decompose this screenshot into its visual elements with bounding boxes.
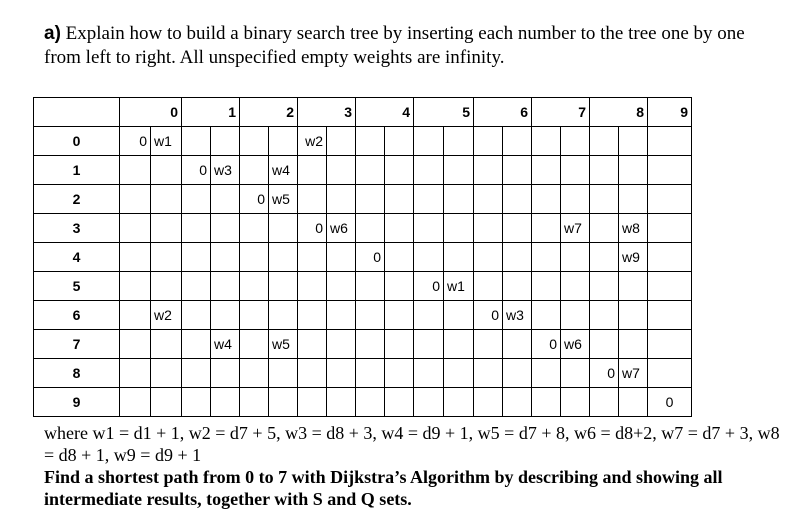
matrix-cell: 0 — [120, 127, 151, 156]
matrix-cell — [590, 243, 619, 272]
matrix-cell — [503, 388, 532, 417]
matrix-cell — [385, 185, 414, 214]
row-header: 0 — [34, 127, 120, 156]
matrix-cell — [269, 127, 298, 156]
matrix-cell — [356, 156, 385, 185]
matrix-cell — [619, 156, 648, 185]
matrix-cell: 0 — [532, 330, 561, 359]
matrix-cell — [385, 388, 414, 417]
matrix-cell — [414, 214, 444, 243]
col-header: 3 — [298, 98, 356, 127]
matrix-cell — [474, 127, 503, 156]
matrix-cell — [503, 359, 532, 388]
col-header: 1 — [182, 98, 240, 127]
matrix-cell — [414, 330, 444, 359]
matrix-cell: w3 — [503, 301, 532, 330]
matrix-cell — [356, 301, 385, 330]
matrix-cell: w5 — [269, 185, 298, 214]
matrix-cell — [269, 359, 298, 388]
matrix-cell — [240, 214, 269, 243]
matrix-cell: w4 — [211, 330, 240, 359]
matrix-cell: 0 — [414, 272, 444, 301]
matrix-cell — [240, 156, 269, 185]
matrix-cell — [211, 185, 240, 214]
table-row — [34, 272, 692, 301]
matrix-cell — [385, 301, 414, 330]
table-row — [34, 359, 692, 388]
matrix-cell — [474, 185, 503, 214]
matrix-cell — [532, 243, 561, 272]
table-row — [34, 214, 692, 243]
matrix-cell — [648, 156, 692, 185]
matrix-cell — [327, 156, 356, 185]
table-row — [34, 330, 692, 359]
matrix-cell: 0 — [356, 243, 385, 272]
matrix-cell — [561, 359, 590, 388]
matrix-cell — [211, 388, 240, 417]
matrix-cell — [590, 127, 619, 156]
matrix-cell — [561, 388, 590, 417]
matrix-cell: w5 — [269, 330, 298, 359]
matrix-cell — [532, 185, 561, 214]
matrix-cell — [561, 156, 590, 185]
matrix-cell — [269, 243, 298, 272]
matrix-cell: w7 — [561, 214, 590, 243]
matrix-cell — [120, 272, 151, 301]
matrix-cell — [356, 185, 385, 214]
matrix-cell — [474, 156, 503, 185]
matrix-cell — [648, 330, 692, 359]
matrix-cell — [503, 156, 532, 185]
table-row — [34, 301, 692, 330]
matrix-cell — [240, 243, 269, 272]
matrix-cell — [590, 214, 619, 243]
matrix-cell — [503, 330, 532, 359]
matrix-cell — [444, 388, 474, 417]
matrix-cell — [120, 185, 151, 214]
row-header: 9 — [34, 388, 120, 417]
matrix-cell — [151, 185, 182, 214]
matrix-cell — [240, 272, 269, 301]
matrix-cell: w6 — [327, 214, 356, 243]
matrix-cell — [327, 301, 356, 330]
matrix-cell — [151, 388, 182, 417]
matrix-cell — [211, 301, 240, 330]
question-label: a) — [44, 23, 61, 44]
matrix-cell — [356, 127, 385, 156]
matrix-cell — [211, 214, 240, 243]
matrix-cell — [474, 214, 503, 243]
matrix-cell — [503, 127, 532, 156]
matrix-cell — [619, 127, 648, 156]
row-header: 1 — [34, 156, 120, 185]
matrix-cell — [298, 359, 327, 388]
col-header: 0 — [120, 98, 182, 127]
row-header: 6 — [34, 301, 120, 330]
matrix-cell — [532, 388, 561, 417]
matrix-cell — [414, 359, 444, 388]
matrix-cell — [561, 272, 590, 301]
matrix-cell — [648, 127, 692, 156]
matrix-cell: w6 — [561, 330, 590, 359]
matrix-cell — [298, 301, 327, 330]
matrix-cell — [240, 388, 269, 417]
row-header: 5 — [34, 272, 120, 301]
matrix-cell — [590, 185, 619, 214]
matrix-cell — [561, 243, 590, 272]
matrix-cell — [356, 272, 385, 301]
matrix-cell — [532, 359, 561, 388]
question-body: Explain how to build a binary search tree by inserting each number to the tree one by one from left to right. All unspecified empty weights are infinity. — [44, 23, 745, 68]
matrix-cell — [240, 301, 269, 330]
matrix-cell — [532, 127, 561, 156]
col-header: 6 — [474, 98, 532, 127]
weight-matrix-table — [33, 97, 692, 417]
matrix-cell — [561, 301, 590, 330]
matrix-cell — [298, 330, 327, 359]
matrix-cell — [474, 388, 503, 417]
matrix-cell — [327, 359, 356, 388]
matrix-cell — [444, 359, 474, 388]
weights-definition: where w1 = d1 + 1, w2 = d7 + 5, w3 = d8 + 3, w4 = d9 + 1, w5 = d7 + 8, w6 = d8+2, w7 = d7 + 3, w8 = d8 + 1, w9 = d9 + 1 — [44, 423, 780, 465]
matrix-cell — [151, 330, 182, 359]
task-instruction: Find a shortest path from 0 to 7 with Dijkstra’s Algorithm by describing and showing all intermediate results, together with S and Q sets. — [44, 467, 723, 509]
matrix-cell — [211, 127, 240, 156]
matrix-cell — [474, 243, 503, 272]
matrix-cell — [444, 127, 474, 156]
matrix-cell — [182, 127, 211, 156]
col-header: 5 — [414, 98, 474, 127]
row-header: 7 — [34, 330, 120, 359]
matrix-cell — [619, 185, 648, 214]
matrix-cell — [120, 388, 151, 417]
matrix-cell — [474, 359, 503, 388]
matrix-cell — [648, 243, 692, 272]
matrix-cell — [385, 127, 414, 156]
matrix-cell — [444, 156, 474, 185]
matrix-cell — [414, 301, 444, 330]
matrix-cell — [269, 214, 298, 243]
table-row — [34, 127, 692, 156]
footer-text — [44, 422, 784, 510]
col-header: 2 — [240, 98, 298, 127]
matrix-cell — [151, 156, 182, 185]
matrix-cell — [619, 301, 648, 330]
matrix-cell — [444, 185, 474, 214]
matrix-cell — [327, 388, 356, 417]
matrix-cell: w4 — [269, 156, 298, 185]
matrix-cell — [648, 359, 692, 388]
matrix-cell — [561, 185, 590, 214]
matrix-cell — [182, 272, 211, 301]
corner-cell — [34, 98, 120, 127]
matrix-cell — [120, 359, 151, 388]
matrix-cell — [298, 388, 327, 417]
matrix-cell — [590, 272, 619, 301]
matrix-cell — [182, 330, 211, 359]
matrix-cell: w7 — [619, 359, 648, 388]
matrix-cell — [356, 214, 385, 243]
matrix-cell — [182, 359, 211, 388]
matrix-cell — [532, 156, 561, 185]
row-header: 3 — [34, 214, 120, 243]
matrix-cell — [444, 330, 474, 359]
matrix-cell — [414, 156, 444, 185]
matrix-cell — [182, 243, 211, 272]
matrix-cell — [561, 127, 590, 156]
matrix-cell — [648, 185, 692, 214]
matrix-cell — [590, 330, 619, 359]
matrix-cell: 0 — [590, 359, 619, 388]
matrix-cell — [444, 214, 474, 243]
matrix-cell — [619, 330, 648, 359]
col-header: 4 — [356, 98, 414, 127]
table-row — [34, 185, 692, 214]
matrix-cell — [240, 330, 269, 359]
matrix-cell — [151, 214, 182, 243]
row-header: 4 — [34, 243, 120, 272]
matrix-cell — [414, 243, 444, 272]
matrix-cell — [414, 388, 444, 417]
matrix-cell — [182, 301, 211, 330]
matrix-cell — [474, 330, 503, 359]
table-row — [34, 156, 692, 185]
table-row — [34, 388, 692, 417]
col-header: 7 — [532, 98, 590, 127]
matrix-cell — [474, 272, 503, 301]
matrix-cell — [503, 185, 532, 214]
matrix-cell — [414, 127, 444, 156]
matrix-cell — [619, 388, 648, 417]
matrix-cell — [532, 301, 561, 330]
matrix-cell — [385, 330, 414, 359]
matrix-cell — [120, 243, 151, 272]
matrix-cell: 0 — [240, 185, 269, 214]
matrix-cell — [298, 243, 327, 272]
matrix-cell — [385, 156, 414, 185]
matrix-cell — [269, 301, 298, 330]
matrix-cell: w9 — [619, 243, 648, 272]
matrix-cell — [590, 301, 619, 330]
matrix-cell — [503, 243, 532, 272]
matrix-cell: 0 — [298, 214, 327, 243]
matrix-cell — [327, 330, 356, 359]
matrix-cell — [120, 301, 151, 330]
col-header: 9 — [648, 98, 692, 127]
table-row — [34, 243, 692, 272]
matrix-cell: w1 — [444, 272, 474, 301]
matrix-cell: 0 — [474, 301, 503, 330]
matrix-cell — [414, 185, 444, 214]
matrix-cell — [269, 388, 298, 417]
matrix-cell — [240, 359, 269, 388]
matrix-cell: 0 — [648, 388, 692, 417]
matrix-cell — [356, 388, 385, 417]
matrix-cell — [648, 272, 692, 301]
matrix-cell — [298, 185, 327, 214]
col-header: 8 — [590, 98, 648, 127]
matrix-cell — [211, 359, 240, 388]
matrix-cell — [120, 156, 151, 185]
matrix-cell: w8 — [619, 214, 648, 243]
matrix-cell — [151, 272, 182, 301]
matrix-cell — [327, 127, 356, 156]
matrix-cell — [327, 243, 356, 272]
matrix-cell — [532, 272, 561, 301]
matrix-cell — [151, 243, 182, 272]
matrix-cell — [385, 359, 414, 388]
matrix-cell — [356, 330, 385, 359]
matrix-cell — [503, 214, 532, 243]
matrix-cell — [327, 185, 356, 214]
matrix-cell — [444, 301, 474, 330]
matrix-cell: w2 — [151, 301, 182, 330]
matrix-cell — [211, 272, 240, 301]
matrix-cell — [182, 214, 211, 243]
matrix-cell — [385, 214, 414, 243]
matrix-cell — [269, 272, 298, 301]
matrix-cell: w3 — [211, 156, 240, 185]
matrix-cell — [298, 272, 327, 301]
row-header: 2 — [34, 185, 120, 214]
matrix-cell — [444, 243, 474, 272]
matrix-cell — [532, 214, 561, 243]
matrix-cell — [356, 359, 385, 388]
matrix-cell — [298, 156, 327, 185]
matrix-cell: 0 — [182, 156, 211, 185]
matrix-cell — [240, 127, 269, 156]
header-row — [34, 98, 692, 127]
matrix-cell — [385, 243, 414, 272]
matrix-cell — [120, 330, 151, 359]
matrix-cell — [151, 359, 182, 388]
matrix-cell — [619, 272, 648, 301]
matrix-cell — [590, 156, 619, 185]
matrix-cell — [120, 214, 151, 243]
matrix-cell — [182, 388, 211, 417]
matrix-cell — [327, 272, 356, 301]
row-header: 8 — [34, 359, 120, 388]
matrix-cell — [385, 272, 414, 301]
matrix-cell — [590, 388, 619, 417]
matrix-cell: w1 — [151, 127, 182, 156]
matrix-cell — [648, 214, 692, 243]
matrix-cell — [182, 185, 211, 214]
matrix-cell — [648, 301, 692, 330]
question-text — [44, 22, 784, 70]
matrix-cell — [503, 272, 532, 301]
matrix-cell: w2 — [298, 127, 327, 156]
matrix-cell — [211, 243, 240, 272]
